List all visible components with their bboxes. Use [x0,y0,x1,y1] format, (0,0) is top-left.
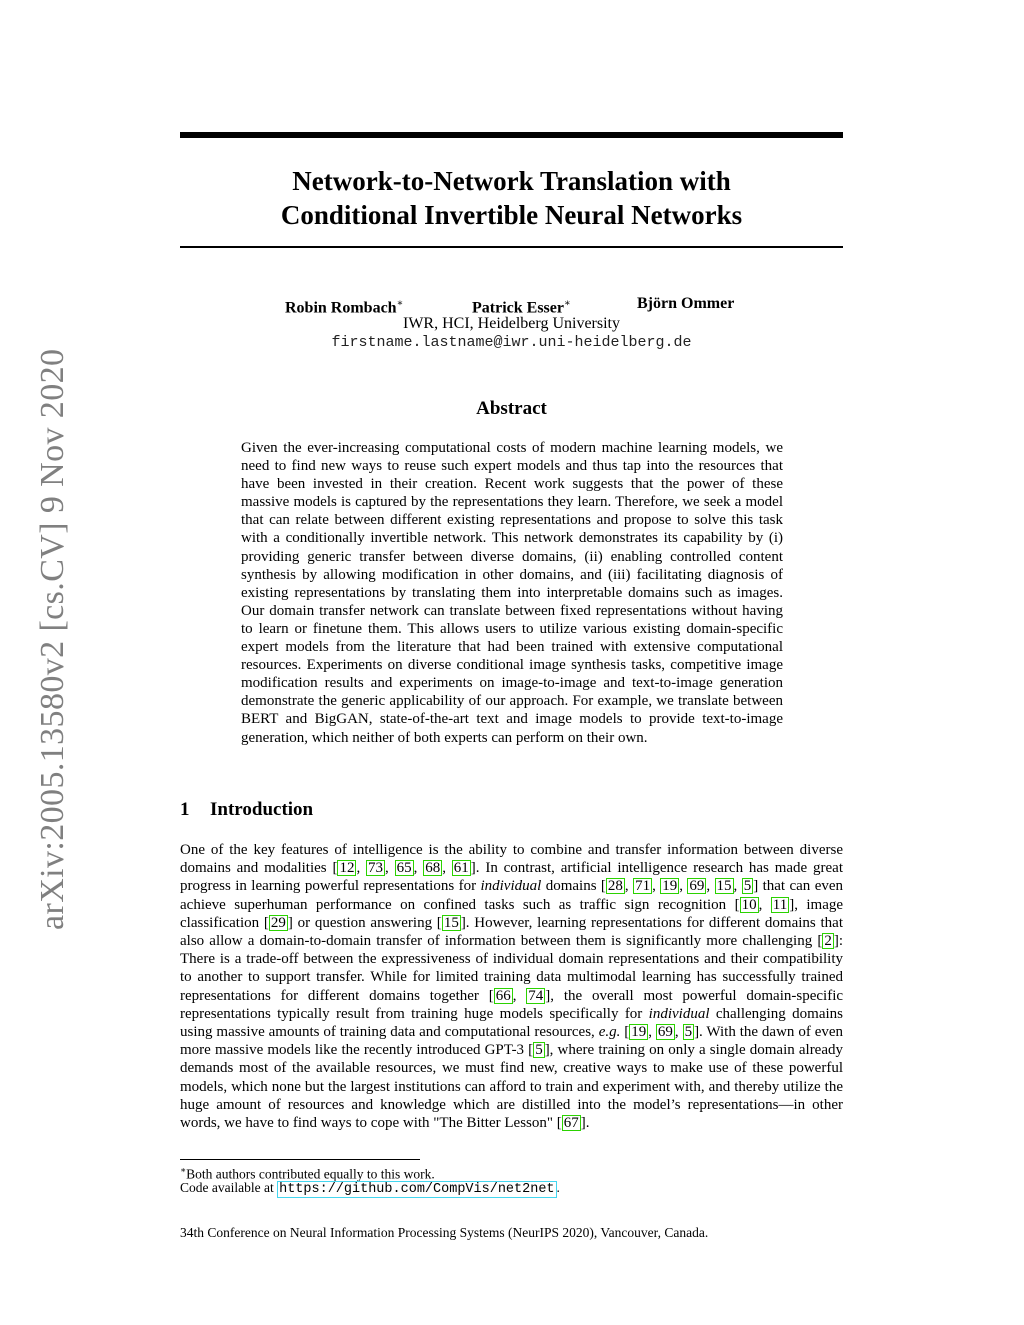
citation-link[interactable]: 66 [495,987,511,1004]
title-line-1: Network-to-Network Translation with [292,166,731,196]
citation-group [562,1115,581,1131]
footnote-code: Code available at https://github.com/CompVis/net2net . [180,1180,560,1197]
citation-link[interactable]: 71 [635,878,651,895]
citation-link[interactable]: 61 [453,860,469,877]
citation-link[interactable]: 5 [684,1024,693,1041]
citation-link[interactable]: 69 [657,1024,673,1041]
citation-group [533,1042,545,1058]
author-3: Björn Ommer [637,295,735,312]
citation-link[interactable]: 73 [368,860,384,877]
citation-link[interactable]: 10 [741,896,757,913]
section-title: Introduction [210,799,314,820]
citation-group: 28 , 71 , 19 , 69 , 15 , 5 [607,878,752,895]
section-heading-introduction [180,799,313,821]
citation-link[interactable]: 28 [607,878,623,895]
abstract-text: Given the ever-increasing computational costs of modern machine learning models, we need to find new ways to reuse such expert models and thus tap into the resources that have been invested in their creation. Recent work suggests that the power of these massive models is captured by the representations they learn. Therefore, we seek a model that can relate between different existing representations and propose to solve this task with a conditionally invertible network. This network demonstrates its capability by (i) providing generic transfer between diverse domains, (ii) enabling controlled content synthesis by allowing modification in other domains, and (iii) facilitating diagnosis of existing representations by translating them into interpretable domains such as images. Our domain transfer network can translate between fixed representations without having to learn or finetune them. This allows users to utilize various existing domain-specific expert models from the literature that had been trained with extensive computational resources. Experiments on diverse conditional image synthesis tasks, competitive image modification results and experiments on image-to-image and text-to-image generation demonstrate the generic applicability of our approach. For example, we translate between BERT and BigGAN, state-of-the-art text and image models to provide text-to-image generation, which neither of both experts can perform on their own. [241,440,783,746]
title-rule-top [180,132,843,138]
citation-link[interactable]: 19 [631,1024,647,1041]
citation-link[interactable]: 5 [743,878,752,895]
citation-group: 10 , 11 [741,896,788,913]
section-number: 1 [180,799,190,820]
citation-group [442,915,461,931]
footnote-rule [180,1159,420,1160]
title-rule-bottom [180,246,843,248]
abstract-heading: Abstract [476,398,547,419]
citation-group: 19 , 69 , 5 [631,1024,693,1041]
citation-link[interactable]: 67 [563,1115,579,1132]
citation-group: 66 , 74 [495,987,544,1004]
author-2: Patrick Esser∗ [472,298,571,317]
citation-link[interactable]: 29 [270,914,286,931]
citation-link[interactable]: 15 [716,878,732,895]
citation-group [822,933,834,949]
citation-group: 12 , 73 , 65 , 68 , 61 [339,860,469,877]
author-email: firstname.lastname@iwr.uni-heidelberg.de [331,334,692,351]
title-line-2: Conditional Invertible Neural Networks [280,200,743,230]
conference-note: 34th Conference on Neural Information Processing Systems (NeurIPS 2020), Vancouver, Canada. [180,1225,709,1240]
affiliation: IWR, HCI, Heidelberg University [403,315,620,332]
citation-group [269,915,288,931]
citation-link[interactable]: 69 [689,878,705,895]
citation-link[interactable]: 12 [339,860,355,877]
citation-link[interactable]: 11 [772,896,788,913]
footnote-equal-contribution: ∗Both authors contributed equally to this work. [180,1165,435,1182]
citation-link[interactable]: 19 [662,878,678,895]
citation-link[interactable]: 74 [528,987,544,1004]
author-1: Robin Rombach∗ [285,298,404,317]
arxiv-stamp: arXiv:2005.13580v2 [cs.CV] 9 Nov 2020 [34,348,71,930]
citation-link[interactable]: 5 [535,1042,543,1059]
citation-link[interactable]: 15 [443,914,459,931]
paper-title [180,164,843,232]
citation-link[interactable]: 65 [396,860,412,877]
citation-link[interactable]: 68 [425,860,441,877]
code-repo-link[interactable]: https://github.com/CompVis/net2net [279,1182,555,1197]
citation-link[interactable]: 2 [824,933,832,950]
introduction-paragraph: One of the key features of intelligence is the ability to combine and transfer information between diverse domains and modalities [ 12 , 73 , 65 , 68 , 61 ]. In contrast, artificial intelligence research has made great progress in learning powerful representations for individual domains [ 28 , 71 , 19 , 69 , 15 , 5 ] that can even achieve superhuman performance on confined tasks such as traffic sign recognition [ 10 , 11 ], image classification [ 29 ] or question answering [ 15 ]. However, learning representations for different domains that also allow a domain-to-domain transfer of information between them is significantly more challenging [ 2 ]: There is a trade-off between the expressiveness of individual domain representations and their compatibility to another to support transfer. While for limited training data multimodal learning has successfully trained representations for different domains together [ 66 , 74 ], the overall most powerful domain-specific representations typically result from training huge models specifically for individual challenging domains using massive amounts of training data and computational resources, e.g. [ 19 , 69 , 5 ]. With the dawn of even more massive models like the recently introduced GPT-3 [ 5 ], where training on only a single domain already demands most of the available resources, we must find new, creative ways to make use of these powerful models, which none but the largest institutions can afford to train and experiment with, and thereby utilize the huge amount of resources and knowledge which are distilled into the model’s representations—in other words, we have to find ways to cope with "The Bitter Lesson" [ 67 ]. [180,842,844,1132]
